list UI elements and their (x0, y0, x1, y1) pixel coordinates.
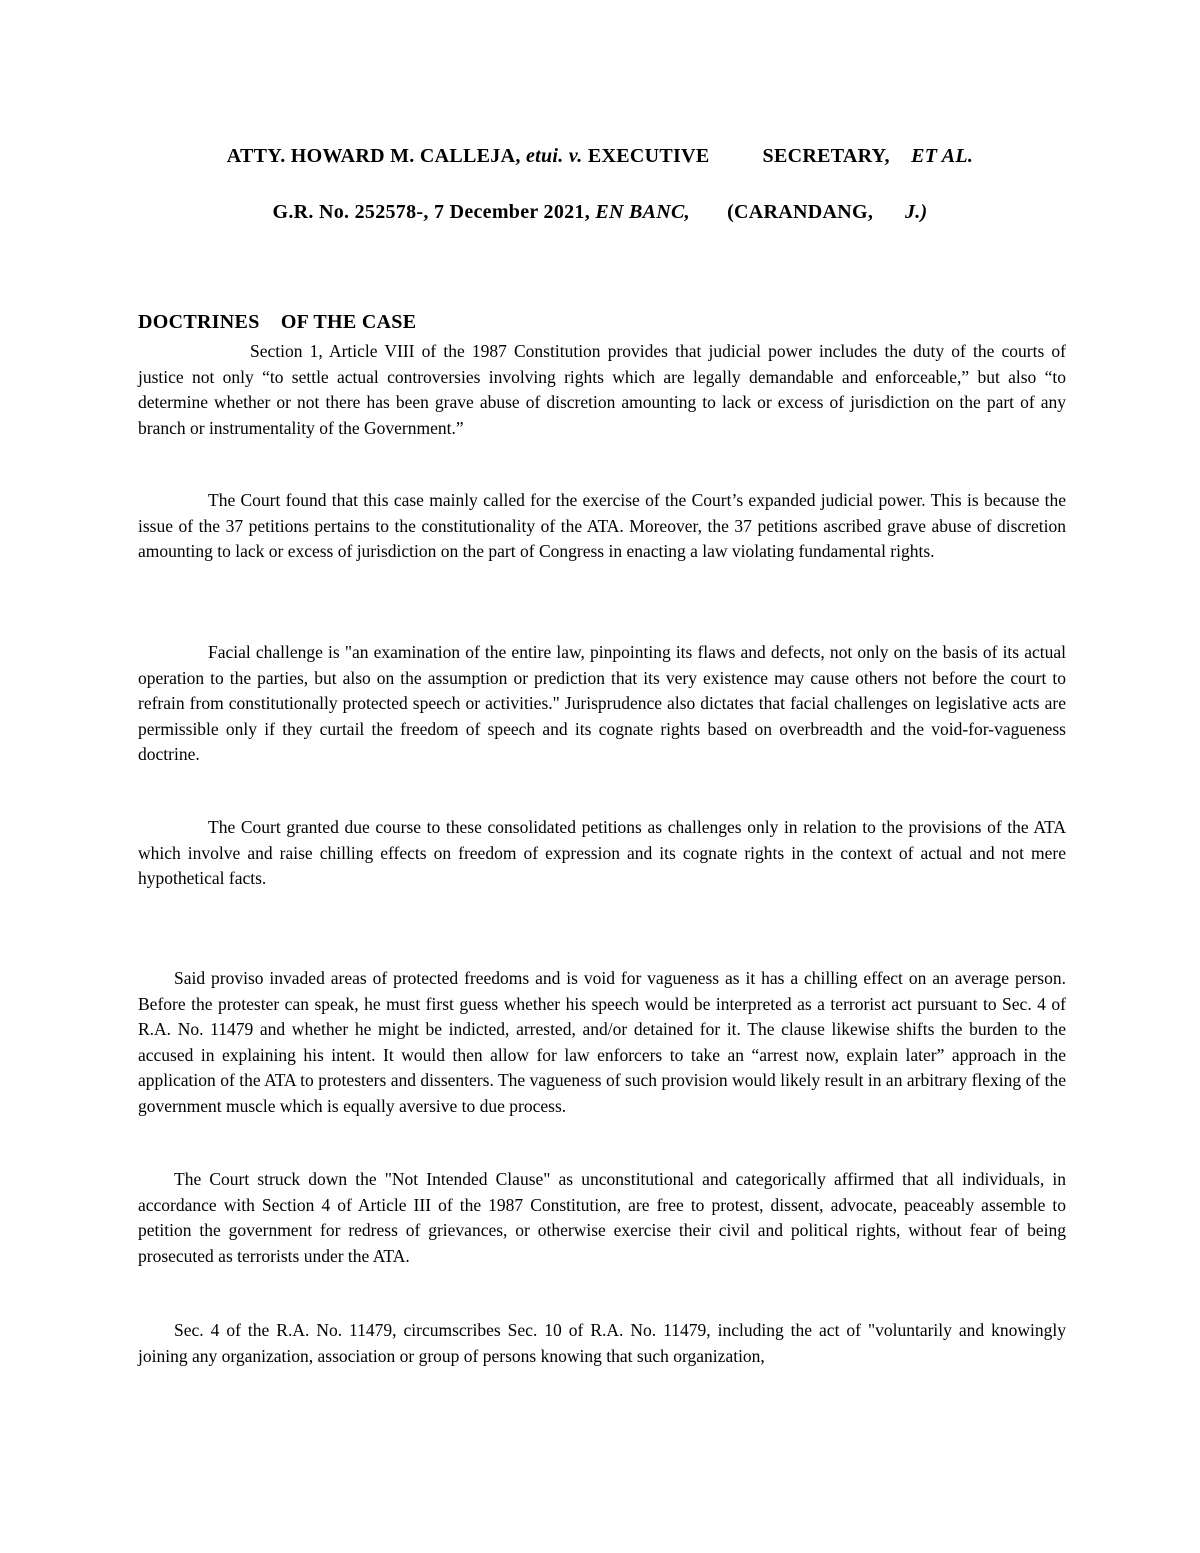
citation-part1: G.R. No. 252578-, 7 December 2021, (272, 201, 596, 223)
case-title-italic2: ET AL. (911, 145, 974, 167)
citation-italic2: J.) (904, 201, 928, 223)
paragraph-section-4: Sec. 4 of the R.A. No. 11479, circumscribes Sec. 10 of R.A. No. 11479, including the act of "voluntarily and knowingly joining any organization, association or group of persons knowing that such organization, (138, 1320, 1066, 1366)
paragraph-vagueness: Said proviso invaded areas of protected freedoms and is void for vagueness as it has a chilling effect on an average person. Before the protester can speak, he must first guess whether his speech would be interpreted as a terrorist act pursuant to Sec. 4 of R.A. No. 11479 and whether he might be indicted, arrested, and/or detained for it. The clause likewise shifts the burden to the accused in explaining his intent. It would then allow for law enforcers to take an “arrest now, explain later” approach in the application of the ATA to protesters and dissenters. The vagueness of such provision would likely result in an arbitrary flexing of the government muscle which is equally aversive to due process. (138, 968, 1066, 1116)
citation-part2: (CARANDANG, (689, 201, 905, 223)
paragraph-judicial-power: Section 1, Article VIII of the 1987 Constitution provides that judicial power includes the duty of the courts of justice not only “to settle actual controversies involving rights which are legally demandable and enforceable,” but also “to determine whether or not there has been grave abuse of discretion amounting to lack or excess of jurisdiction on the part of any branch or instrumentality of the Government.” (138, 341, 1066, 438)
citation-italic1: EN BANC, (595, 201, 690, 223)
paragraph-not-intended-clause: The Court struck down the "Not Intended Clause" as unconstitutional and categorically affirmed that all individuals, in accordance with Section 4 of Article III of the 1987 Constitution, are free to protest, dissent, advocate, peaceably assemble to petition the government for redress of grievances, or otherwise exercise their civil and political rights, without fear of being prosecuted as terrorists under the ATA. (138, 1169, 1066, 1266)
case-title-part2: EXECUTIVE SECRETARY, (582, 145, 912, 167)
paragraph-expanded-judicial-power: The Court found that this case mainly called for the exercise of the Court’s expanded judicial power. This is because the issue of the 37 petitions pertains to the constitutionality of the ATA. Moreover, the 37 petitions ascribed grave abuse of discretion amounting to lack or excess of jurisdiction on the part of Congress in enacting a law violating fundamental rights. (138, 490, 1066, 561)
case-title-part1: ATTY. HOWARD M. CALLEJA, (226, 145, 526, 167)
paragraph-facial-challenge: Facial challenge is "an examination of the entire law, pinpointing its flaws and defects, not only on the basis of its actual operation to the parties, but also on the assumption or prediction that its very existence may cause others not before the court to refrain from constitutionally protected speech or activities." Jurisprudence also dictates that facial challenges on legislative acts are permissible only if they curtail the freedom of speech and its cognate rights based on overbreadth and the void-for-vagueness doctrine. (138, 642, 1066, 764)
paragraph-due-course: The Court granted due course to these consolidated petitions as challenges only in relation to the provisions of the ATA which involve and raise chilling effects on freedom of expression and its cognate rights in the context of actual and not mere hypothetical facts. (138, 817, 1066, 888)
section-heading: DOCTRINES OF THE CASE (138, 311, 417, 333)
case-title-italic1: etui. v. (525, 145, 583, 167)
case-title (0, 144, 1200, 168)
case-citation (0, 200, 1200, 224)
